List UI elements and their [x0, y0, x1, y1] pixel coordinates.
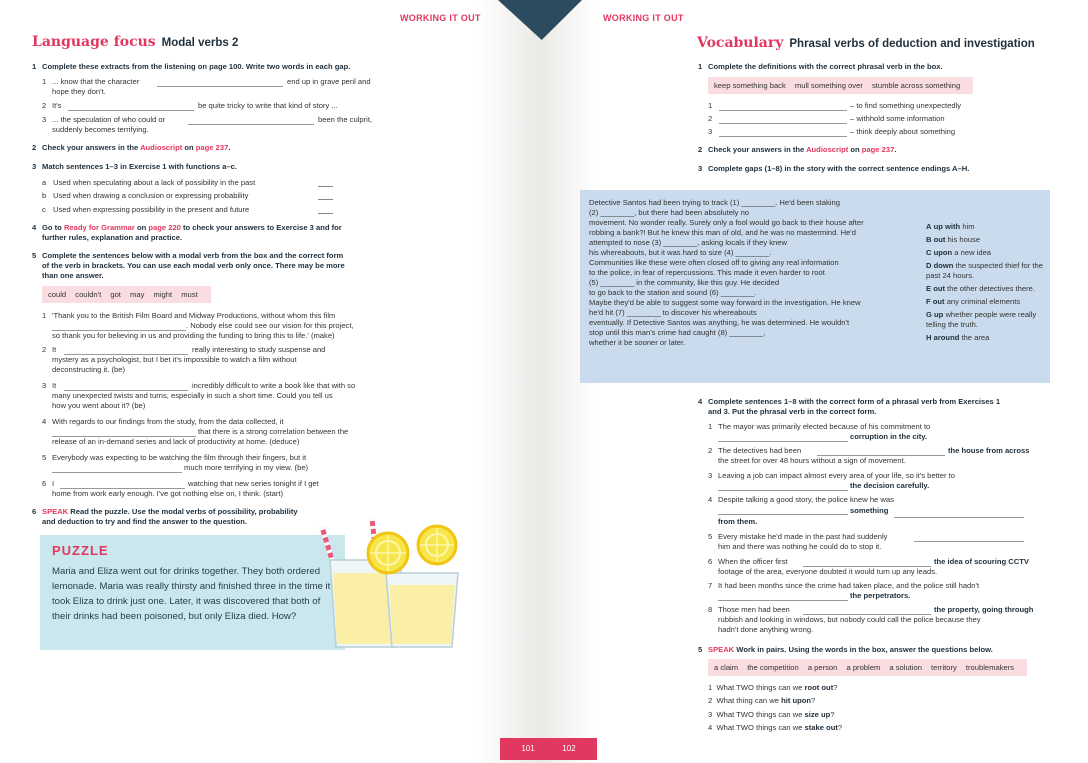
puzzle-title: PUZZLE	[52, 543, 109, 558]
ending-particle: around	[933, 333, 960, 342]
instruction-text: Work in pairs. Using the words in the box, answer the questions below.	[736, 645, 993, 654]
answer-gap[interactable]	[157, 80, 283, 87]
item-number: 4	[42, 417, 47, 426]
answer-gap[interactable]	[803, 608, 931, 615]
phrasal-verb: hit upon	[781, 696, 812, 705]
instruction-text: further rules, explanation and practice.	[42, 233, 183, 242]
instruction-text: on	[136, 223, 147, 232]
page-link[interactable]: page 237	[195, 143, 229, 152]
ending-particle: out	[932, 297, 945, 306]
box-word: a claim	[714, 663, 739, 672]
ending-text: the other detectives there.	[947, 284, 1035, 293]
answer-gap[interactable]	[52, 430, 196, 437]
item-number: 5	[708, 532, 713, 541]
question-text: What TWO things can we	[716, 710, 803, 719]
audioscript-link[interactable]: Audioscript	[140, 143, 183, 152]
instruction-text: Check your answers in the	[42, 143, 139, 152]
item-number: 3	[708, 710, 713, 719]
sentence-text: When the officer first	[718, 557, 788, 566]
box-word: might	[153, 290, 173, 299]
sentence-text: corruption in the city.	[850, 432, 928, 441]
question-text: What TWO things can we	[716, 723, 803, 732]
answer-gap[interactable]	[318, 186, 333, 187]
ending-letter: A	[926, 222, 932, 231]
instruction-text: Complete sentences 1–8 with the correct form of a phrasal verb from Exercises 1	[708, 397, 1001, 406]
page-number-left: 101	[500, 738, 541, 760]
box-word: territory	[931, 663, 957, 672]
running-head-left: WORKING IT OUT	[400, 13, 481, 23]
sentence-text: incredibly difficult to write a book like that with so	[192, 381, 356, 390]
function-text: Used when drawing a conclusion or expressing probability	[53, 191, 249, 200]
ready-for-grammar-link[interactable]: Ready for Grammar	[63, 223, 135, 232]
sentence-text: The detectives had been	[718, 446, 802, 455]
sentence-text: ... the speculation of who could or	[52, 115, 166, 124]
instruction-text: Complete the sentences below with a modal verb from the box and the correct form	[42, 251, 344, 260]
ending-letter: H	[926, 333, 932, 342]
exercise-number: 5	[698, 645, 703, 654]
question-mark: ?	[830, 710, 835, 719]
exercise-instruction	[42, 507, 298, 517]
sentence-text: hadn't done anything wrong.	[718, 625, 814, 634]
question-text: What thing can we	[716, 696, 779, 705]
story-line: to go back to the station and sound (6) ________.	[589, 288, 757, 297]
item-number: 2	[42, 345, 47, 354]
ending-particle: out	[933, 284, 946, 293]
sentence-text: It	[52, 381, 57, 390]
box-word: mull something over	[794, 81, 863, 90]
phrasal-verb: root out	[804, 683, 834, 692]
function-text: Used when speculating about a lack of possibility in the past	[53, 178, 256, 187]
answer-gap[interactable]	[52, 466, 182, 473]
sentence-text: how you went about it? (be)	[52, 401, 146, 410]
instruction-text: on	[850, 145, 860, 154]
item-number: 3	[42, 115, 47, 124]
sentence-text: . Nobody else could see our vision for this project,	[186, 321, 354, 330]
item-number: 4	[708, 495, 713, 504]
ending-item	[926, 310, 1044, 330]
item-number: 8	[708, 605, 713, 614]
sentence-text: many unexpected twists and turns, especially in such a short time. Could you tell us	[52, 391, 333, 400]
subheading-label: Phrasal verbs of deduction and investigation	[789, 38, 1035, 50]
heading-label: Vocabulary	[697, 35, 784, 51]
answer-gap[interactable]	[914, 535, 1024, 542]
exercise-instruction: Match sentences 1–3 in Exercise 1 with functions a–c.	[42, 162, 237, 171]
sentence-text: With regards to our findings from the study, from the data collected, it	[52, 417, 284, 426]
ending-item	[926, 222, 1044, 232]
item-number: 4	[708, 723, 713, 732]
exercise-instruction: Complete these extracts from the listening on page 100. Write two words in each gap.	[42, 62, 351, 71]
sentence-text: footage of the area, everyone doubted it would turn up any leads.	[718, 567, 938, 576]
sentence-text: from them.	[718, 517, 758, 526]
story-box	[580, 190, 1050, 383]
story-line: (2) ________, but there had been absolutely no	[589, 208, 750, 217]
instruction-text: .	[894, 145, 897, 154]
sentence-text: Despite talking a good story, the police knew he was	[718, 495, 894, 504]
ending-text: the suspected thief for the past 24 hours.	[926, 261, 1043, 280]
item-number: 1	[42, 311, 47, 320]
instruction-text: Read the puzzle. Use the modal verbs of possibility, probability	[70, 507, 298, 516]
item-number: 7	[708, 581, 713, 590]
instruction-text: .	[228, 143, 231, 152]
answer-gap[interactable]	[188, 118, 314, 125]
box-word: got	[110, 290, 121, 299]
sentence-text: the idea of scouring CCTV	[934, 557, 1029, 566]
instruction-text: on	[184, 143, 194, 152]
sentence-text: much more terrifying in my view. (be)	[184, 463, 309, 472]
sentence-text: the street for over 48 hours without a sign of movement.	[718, 456, 906, 465]
answer-gap[interactable]	[718, 508, 848, 515]
answer-gap[interactable]	[318, 199, 333, 200]
left-page	[0, 0, 541, 763]
sentence-text: release of an in-demand series and lack of productivity at home. (deduce)	[52, 437, 300, 446]
answer-gap[interactable]	[52, 324, 186, 331]
ending-letter: G	[926, 310, 932, 319]
ending-item	[926, 297, 1044, 307]
answer-gap[interactable]	[718, 435, 848, 442]
phrasal-verb-box	[708, 77, 973, 94]
sentence-endings-list	[926, 222, 1044, 346]
sentence-text: really interesting to study suspense and	[192, 345, 326, 354]
audioscript-link[interactable]: Audioscript	[806, 145, 849, 154]
exercise-number: 3	[32, 162, 37, 171]
ending-letter: B	[926, 235, 932, 244]
ending-letter: F	[926, 297, 931, 306]
heading-label: Language focus	[32, 34, 156, 50]
sentence-text: Every mistake he'd made in the past had suddenly	[718, 532, 888, 541]
sentence-text: Leaving a job can impact almost every area of your life, so it's better to	[718, 471, 955, 480]
ending-text: the area	[961, 333, 990, 342]
ending-particle: out	[933, 235, 946, 244]
box-word: the competition	[747, 663, 799, 672]
answer-gap[interactable]	[60, 482, 185, 489]
sentence-text: deconstructing it. (be)	[52, 365, 126, 374]
answer-gap[interactable]	[318, 213, 333, 214]
instruction-text: and deduction to try and find the answer to the question.	[42, 517, 248, 526]
page-number-right: 102	[541, 738, 597, 760]
sentence-text: rubbish and looking in windows, but nobody could call the police because they	[718, 615, 981, 624]
ending-text: a new idea	[954, 248, 992, 257]
box-word: keep something back	[714, 81, 786, 90]
story-line: whether it be sooner or later.	[589, 338, 686, 347]
exercise-instruction: Complete the definitions with the correct phrasal verb in the box.	[708, 62, 943, 71]
item-letter: b	[42, 191, 47, 200]
item-number: 3	[708, 471, 713, 480]
ending-particle: down	[933, 261, 954, 270]
ending-text: his house	[947, 235, 981, 244]
exercise-number: 6	[32, 507, 37, 516]
sentence-text: be quite tricky to write that kind of story ...	[198, 101, 338, 110]
answer-gap[interactable]	[803, 560, 931, 567]
item-number: 2	[708, 114, 713, 123]
box-word: could	[48, 290, 67, 299]
sentence-text: mystery as a psychologist, but I bet it's impossible to watch a film without	[52, 355, 297, 364]
sentence-text: him and there was nothing he could do to stop it.	[718, 542, 882, 551]
item-number: 6	[708, 557, 713, 566]
speak-label: SPEAK	[708, 645, 735, 654]
ending-particle: up with	[933, 222, 961, 231]
answer-gap[interactable]	[718, 594, 848, 601]
ending-letter: E	[926, 284, 932, 293]
ending-text: any criminal elements	[946, 297, 1021, 306]
exercise-number: 2	[32, 143, 37, 152]
answer-gap[interactable]	[718, 484, 848, 491]
exercise-number: 1	[698, 62, 703, 71]
sentence-text: the house from across	[948, 446, 1030, 455]
ending-letter: C	[926, 248, 932, 257]
answer-word-box	[708, 659, 1027, 676]
answer-gap[interactable]	[719, 130, 847, 137]
sentence-text: Those men had been	[718, 605, 790, 614]
item-letter: c	[42, 205, 46, 214]
ending-item	[926, 261, 1044, 281]
item-number: 2	[708, 696, 713, 705]
instruction-text: Check your answers in the	[708, 145, 805, 154]
instruction-text: of the verb in brackets. You can use each modal verb only once. There may be more	[42, 261, 345, 270]
phrasal-verb: size up	[804, 710, 831, 719]
ending-particle: upon	[933, 248, 953, 257]
lemonade-fill	[389, 585, 455, 644]
box-word: may	[130, 290, 145, 299]
item-number: 1	[42, 77, 47, 86]
sentence-text: ... know that the character	[52, 77, 140, 86]
item-number: 3	[708, 127, 713, 136]
box-word: stumble across something	[871, 81, 961, 90]
story-line: robbing a bank?! But he knew this man of old, and he was no mastermind. He'd	[589, 228, 856, 237]
question-item	[708, 696, 815, 706]
sentence-text: 'Thank you to the British Film Board and Midway Productions, without whom this film	[52, 311, 336, 320]
question-item	[708, 723, 842, 733]
question-mark: ?	[833, 683, 838, 692]
ending-item	[926, 248, 1044, 258]
page-link[interactable]: page 237	[861, 145, 895, 154]
exercise-instruction	[42, 223, 342, 233]
answer-gap[interactable]	[817, 449, 945, 456]
exercise-instruction	[708, 145, 896, 155]
story-line: (5) ________ in the community, like this guy. He decided	[589, 278, 780, 287]
answer-gap[interactable]	[894, 511, 1024, 518]
sentence-text: something	[850, 506, 889, 515]
story-line: to the police, in fear of repercussions. This made it even harder to root	[589, 268, 825, 277]
exercise-number: 4	[32, 223, 37, 232]
ending-item	[926, 284, 1044, 294]
answer-gap[interactable]	[64, 384, 188, 391]
running-head-right: WORKING IT OUT	[603, 13, 684, 23]
exercise-instruction	[708, 645, 993, 655]
story-line: Communities like these were often closed off to giving any real information	[589, 258, 839, 267]
lemonade-glasses-illustration	[300, 515, 470, 650]
story-line: his whereabouts, but it was hard to size (4) ________.	[589, 248, 772, 257]
speak-label: SPEAK	[42, 507, 69, 516]
story-line: Detective Santos had been trying to track (1) ________. He'd been staking	[589, 198, 840, 207]
page-link[interactable]: page 220	[148, 223, 181, 232]
sentence-text: end up in grave peril and	[287, 77, 371, 86]
phrasal-verb: stake out	[804, 723, 838, 732]
story-line: attempted to nose (3) ________, asking locals if they knew	[589, 238, 787, 247]
exercise-number: 2	[698, 145, 703, 154]
item-number: 1	[708, 422, 713, 431]
exercise-number: 3	[698, 164, 703, 173]
sentence-text: suddenly becomes terrifying.	[52, 125, 149, 134]
story-line: Maybe they'd be able to suggest some way forward in the investigation. He knew	[589, 298, 861, 307]
story-line: he'd hit (7) ________ to discover his whereabouts	[589, 308, 757, 317]
sentence-text: hope they don't.	[52, 87, 106, 96]
puzzle-text: Maria and Eliza went out for drinks together. They both ordered lemonade. Maria was really thirsty and finished three in the time it took Eliza to drink just one. Later, it was discovered that both of their drinks had been poisoned, but only Eliza died. How?	[52, 566, 331, 622]
instruction-text: to check your answers to Exercise 3 and for	[183, 223, 342, 232]
item-letter: a	[42, 178, 47, 187]
definition-text: – think deeply about something	[850, 127, 956, 136]
story-line: eventually. If Detective Santos was anything, he was determined. He wouldn't	[589, 318, 850, 327]
ending-text: whether people were really telling the truth.	[926, 310, 1037, 329]
function-text: Used when expressing possibility in the present and future	[53, 205, 250, 214]
sentence-text: The mayor was primarily elected because of his commitment to	[718, 422, 931, 431]
story-text	[589, 198, 909, 348]
definition-text: – to find something unexpectedly	[850, 101, 962, 110]
ending-text: him	[962, 222, 975, 231]
ending-item	[926, 235, 1044, 245]
sentence-text: the decision carefully.	[850, 481, 930, 490]
sentence-text: It's	[52, 101, 62, 110]
instruction-text: Go to	[42, 223, 62, 232]
question-item	[708, 683, 837, 693]
item-number: 2	[708, 446, 713, 455]
item-number: 5	[42, 453, 47, 462]
question-item	[708, 710, 835, 720]
section-heading-language-focus	[32, 34, 238, 50]
modal-verb-box	[42, 286, 211, 303]
exercise-number: 5	[32, 251, 37, 260]
ending-item	[926, 333, 1044, 343]
story-line: stop until this man's crime had caught (8) ________,	[589, 328, 766, 337]
subheading-label: Modal verbs 2	[161, 37, 239, 49]
box-word: must	[181, 290, 198, 299]
sentence-text: watching that new series tonight if I get	[188, 479, 319, 488]
exercise-number: 1	[32, 62, 37, 71]
ending-letter: D	[926, 261, 932, 270]
answer-gap[interactable]	[64, 348, 188, 355]
sentence-text: that there is a strong correlation between the	[198, 427, 349, 436]
sentence-text: home from work early enough. I've got nothing else on, I think. (start)	[52, 489, 284, 498]
item-number: 6	[42, 479, 47, 488]
exercise-instruction	[42, 143, 230, 153]
answer-gap[interactable]	[719, 104, 847, 111]
sentence-text: so thank you for believing in us and providing the funding to bring this to life.' (make)	[52, 331, 335, 340]
exercise-instruction: Complete gaps (1–8) in the story with the correct sentence endings A–H.	[708, 164, 970, 173]
item-number: 1	[708, 683, 713, 692]
exercise-number: 4	[698, 397, 703, 406]
box-word: couldn't	[75, 290, 102, 299]
lemon-slice-icon	[418, 526, 456, 564]
item-number: 2	[42, 101, 47, 110]
box-word: a person	[807, 663, 838, 672]
answer-gap[interactable]	[719, 117, 847, 124]
sentence-text: the perpetrators.	[850, 591, 911, 600]
sentence-text: Everybody was expecting to be watching the film through their fingers, but it	[52, 453, 307, 462]
story-line: movement. No wonder really. Surely only a fool would go back to their house after	[589, 218, 864, 227]
sentence-text: It had been months since the crime had taken place, and the police still hadn't	[718, 581, 980, 590]
sentence-text: It	[52, 345, 57, 354]
answer-gap[interactable]	[68, 104, 194, 111]
ending-particle: up	[934, 310, 944, 319]
instruction-text: and 3. Put the phrasal verb in the correct form.	[708, 407, 877, 416]
section-heading-vocabulary	[697, 35, 1035, 51]
instruction-text: than one answer.	[42, 271, 104, 280]
lemon-slice-icon	[368, 533, 408, 573]
question-text: What TWO things can we	[716, 683, 803, 692]
definition-text: – withhold some information	[850, 114, 945, 123]
sentence-text: the property, going through	[934, 605, 1034, 614]
box-word: troublemakers	[965, 663, 1015, 672]
sentence-text: I	[52, 479, 55, 488]
item-number: 3	[42, 381, 47, 390]
box-word: a problem	[846, 663, 881, 672]
item-number: 1	[708, 101, 713, 110]
question-mark: ?	[811, 696, 816, 705]
sentence-text: been the culprit,	[318, 115, 373, 124]
question-mark: ?	[837, 723, 843, 732]
box-word: a solution	[889, 663, 922, 672]
